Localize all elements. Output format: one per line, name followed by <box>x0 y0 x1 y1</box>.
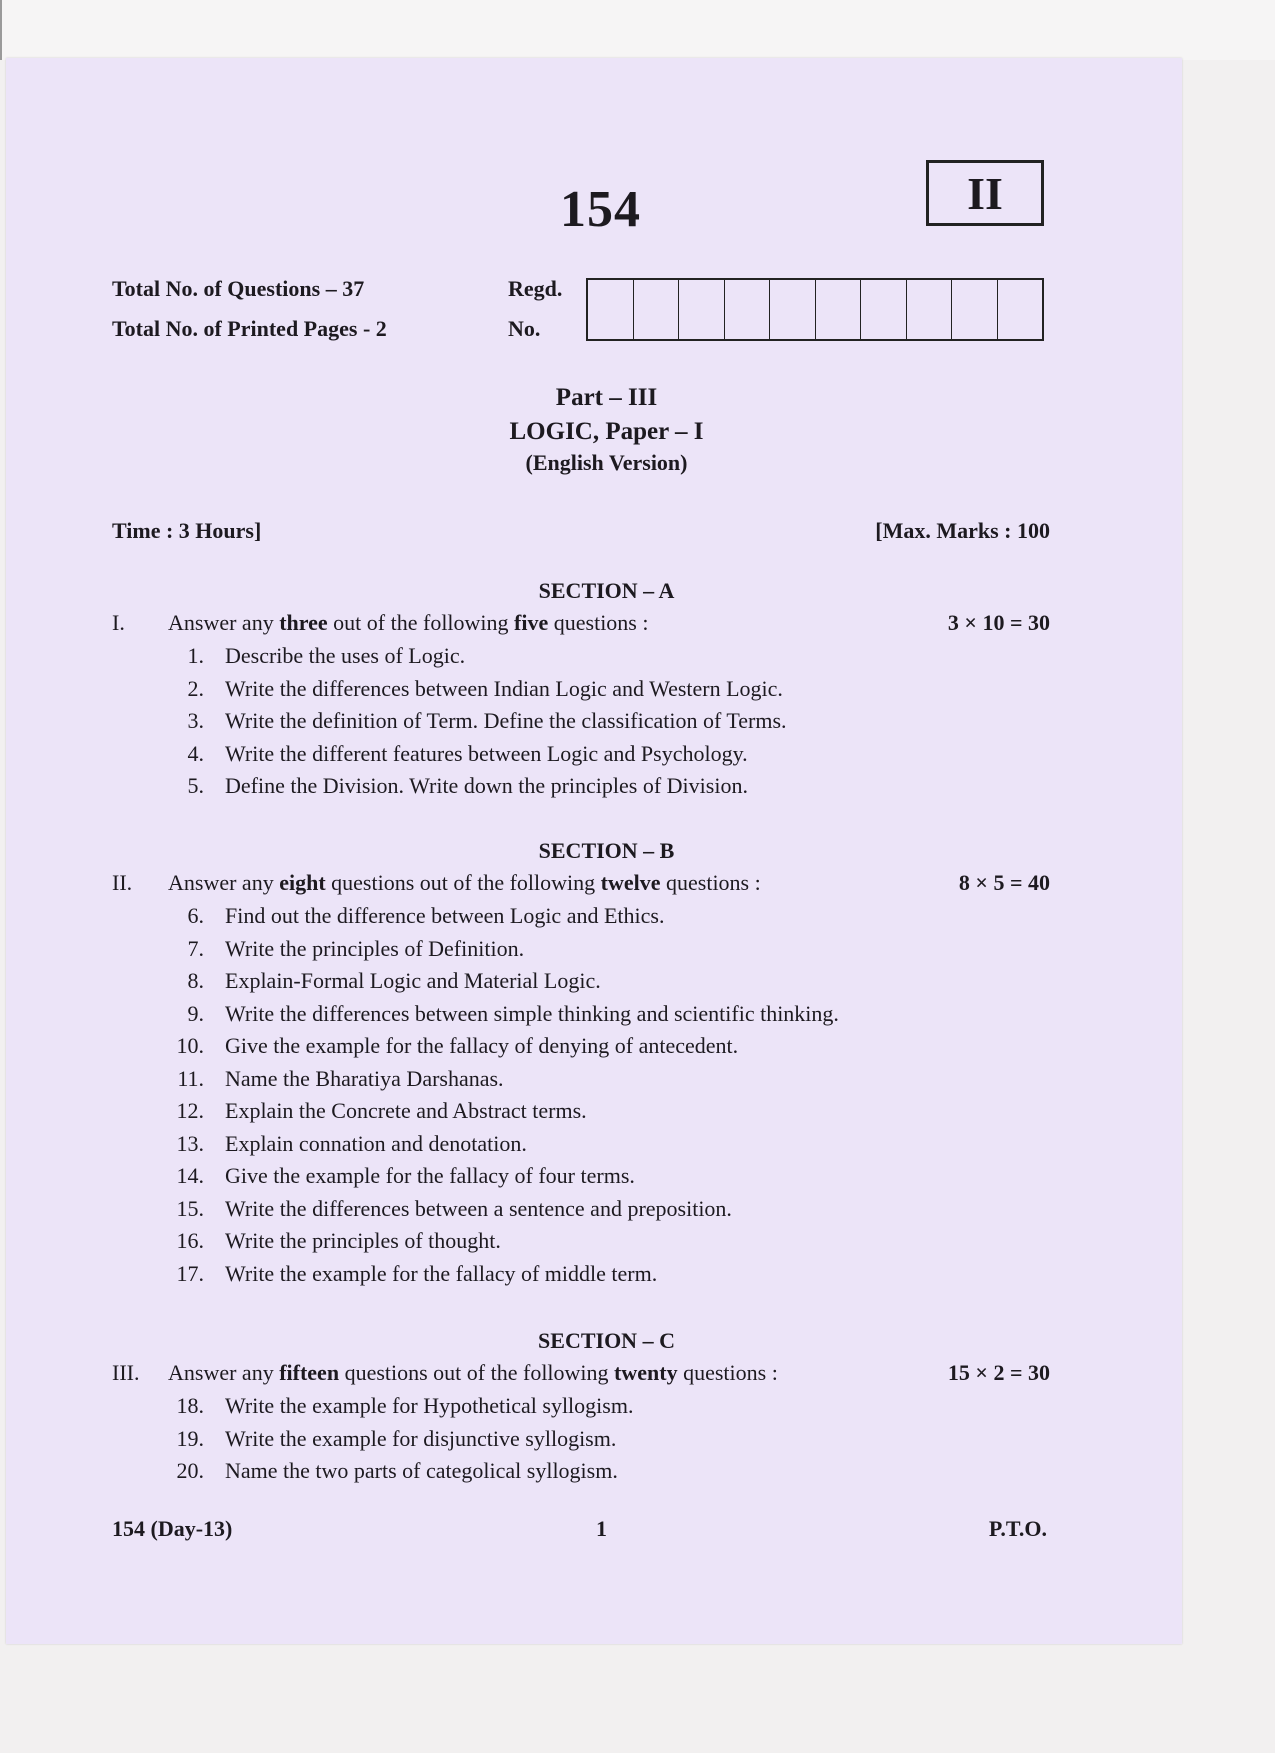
question-text: Write the differences between Indian Logic and Western Logic. <box>225 676 783 701</box>
question-number: 18. <box>176 1393 204 1418</box>
paper-code: 154 <box>560 181 641 238</box>
question-text: Write the example for Hypothetical syllogism. <box>225 1393 634 1418</box>
question-text: Give the example for the fallacy of denying of antecedent. <box>225 1033 739 1058</box>
section-instruction <box>168 870 761 896</box>
max-marks: [Max. Marks : 100 <box>875 518 1050 543</box>
instruction-text: Answer any <box>168 1360 280 1385</box>
question-number: 1. <box>187 643 204 668</box>
regd-cell <box>952 280 998 339</box>
page-number: 1 <box>596 1516 607 1541</box>
instruction-emphasis: twelve <box>600 870 661 895</box>
section-instruction <box>168 1360 778 1386</box>
instruction-emphasis: five <box>514 610 549 635</box>
section-instruction <box>168 610 648 636</box>
question-number: 10. <box>176 1033 204 1058</box>
instruction-emphasis: eight <box>279 870 326 895</box>
regd-cell <box>770 280 816 339</box>
section-roman-number: I. <box>112 610 125 635</box>
question-text: Find out the difference between Logic and Ethics. <box>225 903 665 928</box>
question-number: 5. <box>187 773 204 798</box>
question-number: 7. <box>187 936 204 961</box>
instruction-text: questions : <box>660 870 761 895</box>
question-number: 4. <box>187 741 204 766</box>
instruction-text: out of the following <box>327 610 515 635</box>
section-roman-number: III. <box>112 1360 140 1385</box>
question-number: 12. <box>176 1098 204 1123</box>
regd-cell <box>679 280 725 339</box>
question-text: Write the differences between simple thinking and scientific thinking. <box>225 1001 839 1026</box>
section-marks: 8 × 5 = 40 <box>958 870 1050 895</box>
subject-heading: LOGIC, Paper – I <box>509 418 704 445</box>
question-number: 11. <box>177 1066 204 1091</box>
registration-number-grid <box>586 278 1044 341</box>
question-text: Write the definition of Term. Define the classification of Terms. <box>225 708 787 733</box>
question-text: Give the example for the fallacy of four terms. <box>225 1163 635 1188</box>
regd-cell <box>725 280 771 339</box>
section-roman-number: II. <box>112 870 133 895</box>
question-text: Write the example for the fallacy of middle term. <box>225 1261 658 1286</box>
question-number: 19. <box>176 1426 204 1451</box>
question-number: 13. <box>176 1131 204 1156</box>
regd-cell <box>861 280 907 339</box>
section-marks: 15 × 2 = 30 <box>947 1360 1050 1385</box>
section-heading: SECTION – B <box>538 838 675 863</box>
regd-label: Regd. <box>508 276 563 301</box>
total-pages: Total No. of Printed Pages - 2 <box>112 316 387 341</box>
instruction-text: Answer any <box>168 870 280 895</box>
question-text: Name the two parts of categolical syllogism. <box>225 1458 618 1483</box>
set-label-box <box>926 160 1044 226</box>
regd-cell <box>634 280 680 339</box>
footer-paper-code: 154 (Day-13) <box>112 1516 233 1541</box>
instruction-emphasis: twenty <box>614 1360 678 1385</box>
total-questions: Total No. of Questions – 37 <box>112 276 365 301</box>
question-text: Write the example for disjunctive syllogism. <box>225 1426 617 1451</box>
question-text: Write the principles of Definition. <box>225 936 525 961</box>
instruction-text: questions out of the following <box>325 870 601 895</box>
regd-no-label: No. <box>508 316 541 341</box>
question-number: 16. <box>176 1228 204 1253</box>
question-number: 8. <box>187 968 204 993</box>
question-text: Write the different features between Logic and Psychology. <box>225 741 748 766</box>
question-text: Explain the Concrete and Abstract terms. <box>225 1098 587 1123</box>
regd-cell <box>907 280 953 339</box>
section-marks: 3 × 10 = 30 <box>947 610 1050 635</box>
question-text: Explain-Formal Logic and Material Logic. <box>225 968 601 993</box>
question-text: Write the principles of thought. <box>225 1228 501 1253</box>
question-text: Define the Division. Write down the principles of Division. <box>225 773 748 798</box>
question-number: 3. <box>187 708 204 733</box>
question-number: 6. <box>187 903 204 928</box>
exam-time: Time : 3 Hours] <box>112 518 262 543</box>
section-heading: SECTION – A <box>538 578 675 603</box>
question-text: Describe the uses of Logic. <box>225 643 466 668</box>
set-label: II <box>967 167 1003 219</box>
question-number: 14. <box>176 1163 204 1188</box>
instruction-text: questions out of the following <box>339 1360 615 1385</box>
instruction-text: Answer any <box>168 610 280 635</box>
instruction-emphasis: three <box>279 610 328 635</box>
question-number: 17. <box>176 1261 204 1286</box>
question-number: 20. <box>176 1458 204 1483</box>
regd-cell <box>816 280 862 339</box>
scan-edge-line <box>0 0 2 60</box>
regd-cell <box>998 280 1043 339</box>
question-number: 2. <box>187 676 204 701</box>
version-heading: (English Version) <box>525 450 688 475</box>
question-text: Write the differences between a sentence and preposition. <box>225 1196 732 1221</box>
instruction-text: questions : <box>677 1360 778 1385</box>
please-turn-over: P.T.O. <box>988 1516 1047 1541</box>
scan-background <box>0 0 1275 60</box>
part-heading: Part – III <box>555 384 658 411</box>
section-heading: SECTION – C <box>538 1328 675 1353</box>
question-number: 15. <box>176 1196 204 1221</box>
instruction-text: questions : <box>548 610 649 635</box>
regd-cell <box>588 280 634 339</box>
question-text: Explain connation and denotation. <box>225 1131 527 1156</box>
question-number: 9. <box>187 1001 204 1026</box>
question-text: Name the Bharatiya Darshanas. <box>225 1066 504 1091</box>
instruction-emphasis: fifteen <box>279 1360 340 1385</box>
